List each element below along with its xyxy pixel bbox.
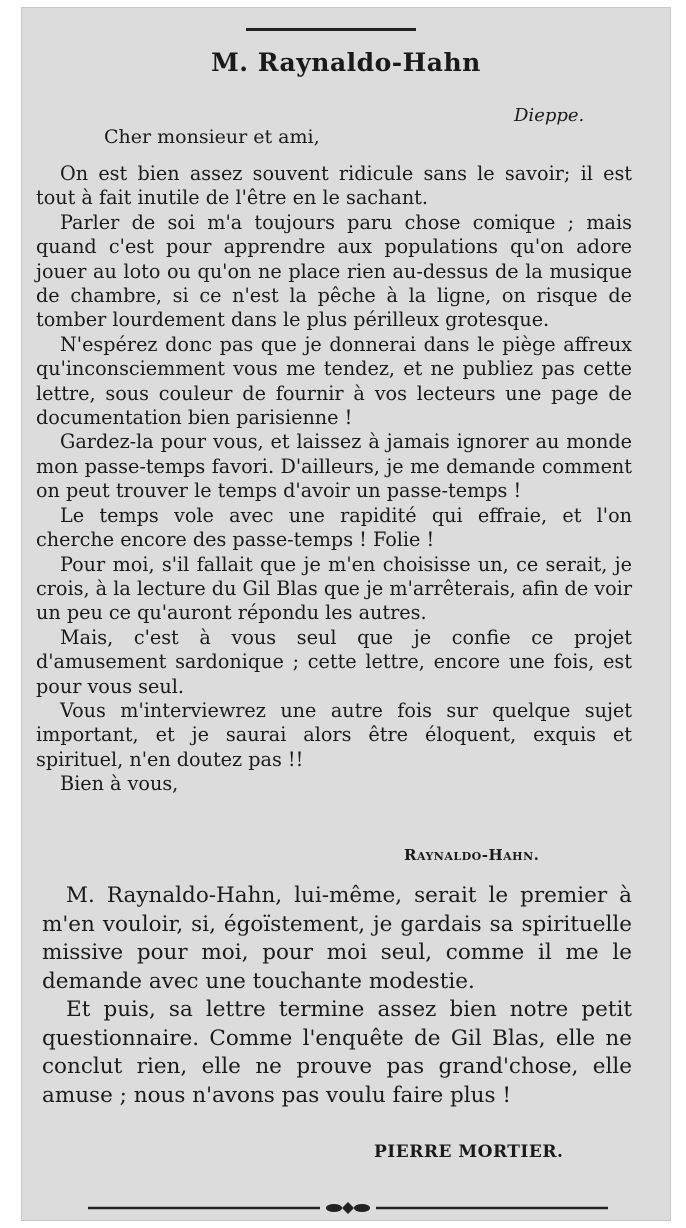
letter-paragraph: Parler de soi m'a toujours paru chose comique ; mais quand c'est pour apprendre aux populations qu'on adore jouer au loto ou qu'on ne place rien au-dessus de la musique de chambre, si ce n'est la pêche à la ligne, on risque de tomber lourdement dans le plus périlleux grotesque.: [36, 210, 632, 332]
article-title: M. Raynaldo-Hahn: [211, 48, 481, 77]
author-signature: PIERRE MORTIER.: [374, 1142, 564, 1162]
salutation: Cher monsieur et ami,: [104, 126, 320, 148]
letter-paragraph: Pour moi, s'il fallait que je m'en choisisse un, ce serait, je crois, à la lecture du Gil Blas que je m'arrêterais, afin de voir un peu ce qu'auront répondu les autres.: [36, 552, 632, 625]
letter-paragraph: Le temps vole avec une rapidité qui effraie, et l'on cherche encore des passe-temps ! Folie !: [36, 503, 632, 552]
letter-paragraph: N'espérez donc pas que je donnerai dans le piège affreux qu'inconsciemment vous me tendez, et ne publiez pas cette lettre, sous couleur de fournir à vos lecteurs une page de documentation bien parisienne !: [36, 332, 632, 430]
comment-paragraph: M. Raynaldo-Hahn, lui-même, serait le premier à m'en vouloir, si, égoïstement, je gardais sa spirituelle missive pour moi, pour moi seul, comme il me le demande avec une touchante modestie.: [42, 883, 632, 994]
letter-place: Dieppe.: [514, 105, 585, 126]
newspaper-clipping: [22, 8, 670, 1220]
bottom-ornament: [88, 1200, 608, 1216]
letter-body: [36, 162, 632, 797]
letter-paragraph: Gardez-la pour vous, et laissez à jamais ignorer au monde mon passe-temps favori. D'ailleurs, je me demande comment on peut trouver le temps d'avoir un passe-temps !: [36, 430, 632, 503]
letter-paragraph: Vous m'interviewrez une autre fois sur quelque sujet important, et je saurai alors être éloquent, exquis et spirituel, n'en doutez pas !!: [36, 698, 632, 771]
letter-paragraph: Mais, c'est à vous seul que je confie ce projet d'amusement sardonique ; cette lettre, encore une fois, est pour vous seul.: [36, 625, 632, 698]
letter-paragraph: Bien à vous,: [60, 772, 179, 796]
letter-signature: Raynaldo-Hahn.: [404, 846, 540, 864]
top-rule: [246, 28, 416, 31]
letter-paragraph: On est bien assez souvent ridicule sans le savoir; il est tout à fait inutile de l'être en le sachant.: [36, 162, 632, 210]
comment-paragraph: Et puis, sa lettre termine assez bien notre petit questionnaire. Comme l'enquête de Gil Blas, elle ne conclut rien, elle ne prouve pas grand'chose, elle amuse ; nous n'avons pas voulu faire plus !: [42, 997, 632, 1108]
editor-comment: [42, 882, 632, 1110]
